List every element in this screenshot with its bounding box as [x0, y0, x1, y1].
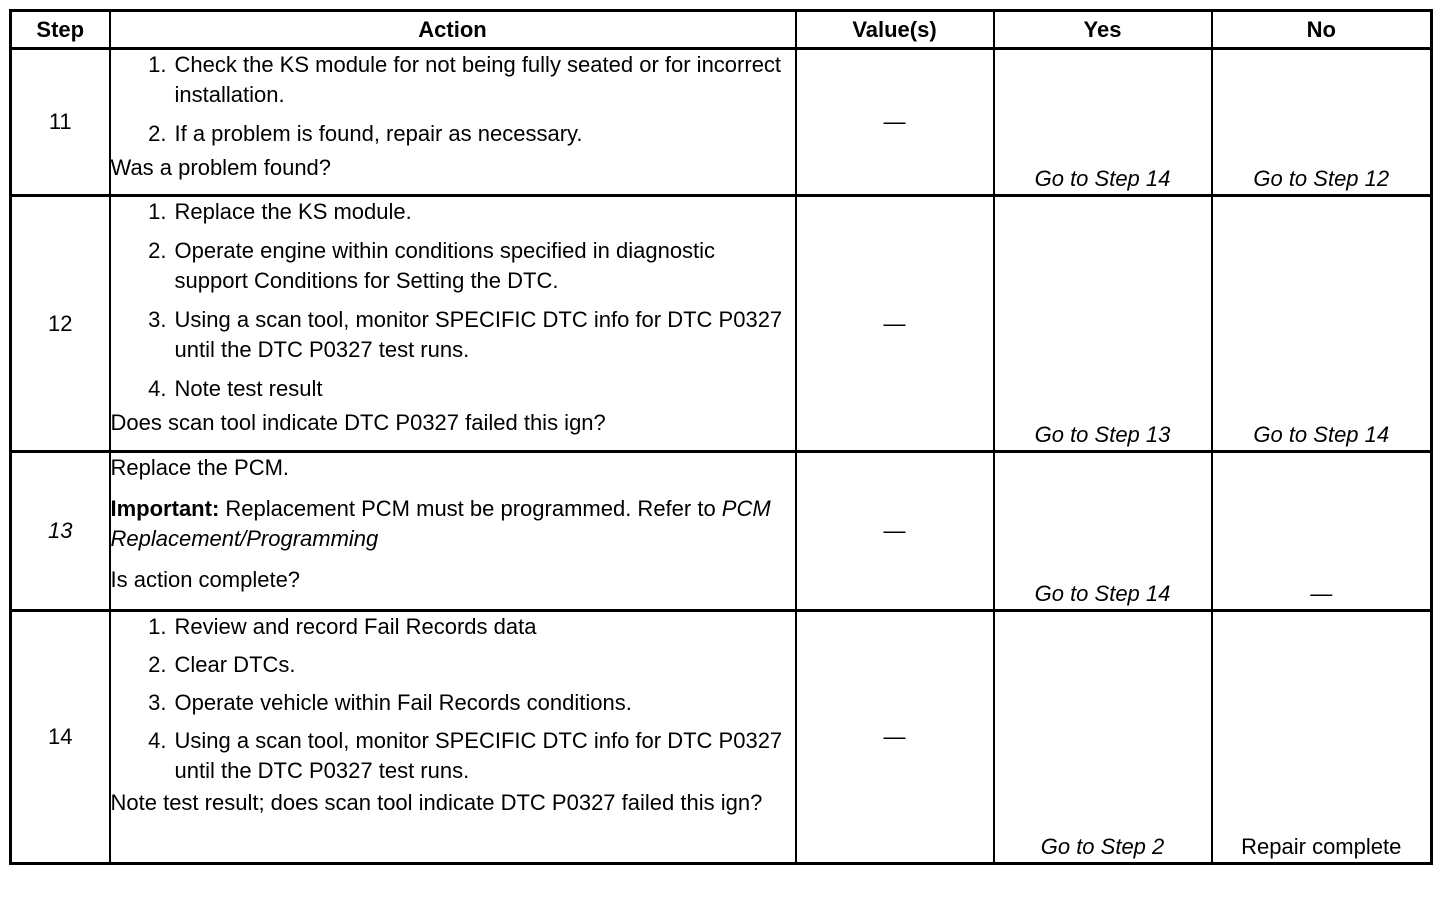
item-text: Using a scan tool, monitor SPECIFIC DTC info for DTC P0327 until the DTC P0327 test runs.	[174, 307, 783, 362]
action-list	[111, 50, 795, 149]
important-label: Important:	[110, 496, 220, 521]
no-cell	[1212, 196, 1432, 452]
no-text: Repair complete	[1241, 834, 1402, 859]
action-cell	[110, 196, 796, 452]
value-text: —	[883, 310, 906, 336]
step-number: 11	[11, 49, 110, 196]
value-cell	[796, 452, 994, 611]
action-list	[111, 612, 795, 786]
item-number: 3.	[148, 690, 167, 715]
list-item	[111, 305, 795, 365]
table-row-step-13	[11, 452, 1432, 611]
item-number: 4.	[148, 728, 167, 753]
list-item	[111, 374, 795, 404]
item-number: 2.	[148, 121, 167, 146]
item-text: Review and record Fail Records data	[174, 614, 537, 639]
item-text: Replace the KS module.	[174, 199, 412, 224]
list-item	[111, 612, 795, 642]
value-cell	[796, 611, 994, 864]
header-no: No	[1212, 11, 1432, 49]
action-question: Does scan tool indicate DTC P0327 failed this ign?	[110, 410, 606, 435]
item-number: 1.	[148, 614, 167, 639]
important-reference: PCM Replacement/Programming	[110, 496, 771, 551]
list-item	[111, 650, 795, 680]
list-item	[111, 688, 795, 718]
step-number: 14	[11, 611, 110, 864]
action-cell	[110, 611, 796, 864]
table-row-step-11	[11, 49, 1432, 196]
item-text: Clear DTCs.	[174, 652, 296, 677]
header-yes: Yes	[994, 11, 1212, 49]
item-number: 1.	[148, 52, 167, 77]
item-number: 2.	[148, 238, 167, 263]
value-text: —	[883, 724, 906, 749]
item-number: 2.	[148, 652, 167, 677]
table-row-step-12	[11, 196, 1432, 452]
diagnostic-table	[9, 9, 1433, 865]
item-text: Note test result	[174, 376, 323, 401]
no-cell	[1212, 452, 1432, 611]
yes-cell	[994, 196, 1212, 452]
list-item	[111, 236, 795, 296]
yes-cell	[994, 452, 1212, 611]
action-cell	[110, 49, 796, 196]
item-number: 4.	[148, 376, 167, 401]
no-cell	[1212, 611, 1432, 864]
no-cell	[1212, 49, 1432, 196]
item-text: Check the KS module for not being fully seated or for incorrect installation.	[174, 52, 782, 107]
value-text: —	[883, 518, 906, 543]
item-number: 1.	[148, 199, 167, 224]
step-number: 12	[11, 196, 110, 452]
action-text: Replace the PCM.	[110, 455, 290, 480]
yes-cell	[994, 49, 1212, 196]
action-list	[111, 197, 795, 404]
no-goto-link[interactable]: Go to Step 12	[1253, 166, 1390, 191]
important-note	[111, 494, 795, 554]
item-number: 3.	[148, 307, 167, 332]
item-text: If a problem is found, repair as necessary.	[174, 121, 583, 146]
value-cell	[796, 196, 994, 452]
action-question: Note test result; does scan tool indicate DTC P0327 failed this ign?	[110, 790, 763, 815]
value-cell	[796, 49, 994, 196]
no-goto-link[interactable]: Go to Step 14	[1253, 422, 1390, 447]
item-text: Operate engine within conditions specified in diagnostic support Conditions for Setting the DTC.	[174, 238, 716, 293]
item-text: Using a scan tool, monitor SPECIFIC DTC info for DTC P0327 until the DTC P0327 test runs.	[174, 728, 783, 783]
item-text: Operate vehicle within Fail Records conditions.	[174, 690, 632, 715]
step-number: 13	[11, 452, 110, 611]
action-question: Is action complete?	[110, 567, 301, 592]
yes-cell	[994, 611, 1212, 864]
yes-goto-link[interactable]: Go to Step 2	[1040, 834, 1165, 859]
list-item	[111, 197, 795, 227]
yes-goto-link[interactable]: Go to Step 14	[1034, 581, 1171, 606]
action-question: Was a problem found?	[110, 155, 332, 180]
header-action: Action	[110, 11, 796, 49]
header-row	[11, 11, 1432, 49]
no-text: —	[1310, 581, 1333, 606]
list-item	[111, 119, 795, 149]
table-row-step-14	[11, 611, 1432, 864]
action-cell	[110, 452, 796, 611]
important-text: Replacement PCM must be programmed. Refer to	[219, 496, 722, 521]
list-item	[111, 726, 795, 786]
header-values: Value(s)	[796, 11, 994, 49]
yes-goto-link[interactable]: Go to Step 14	[1034, 166, 1171, 191]
value-text: —	[883, 109, 906, 134]
header-step: Step	[11, 11, 110, 49]
list-item	[111, 50, 795, 110]
yes-goto-link[interactable]: Go to Step 13	[1034, 422, 1171, 447]
